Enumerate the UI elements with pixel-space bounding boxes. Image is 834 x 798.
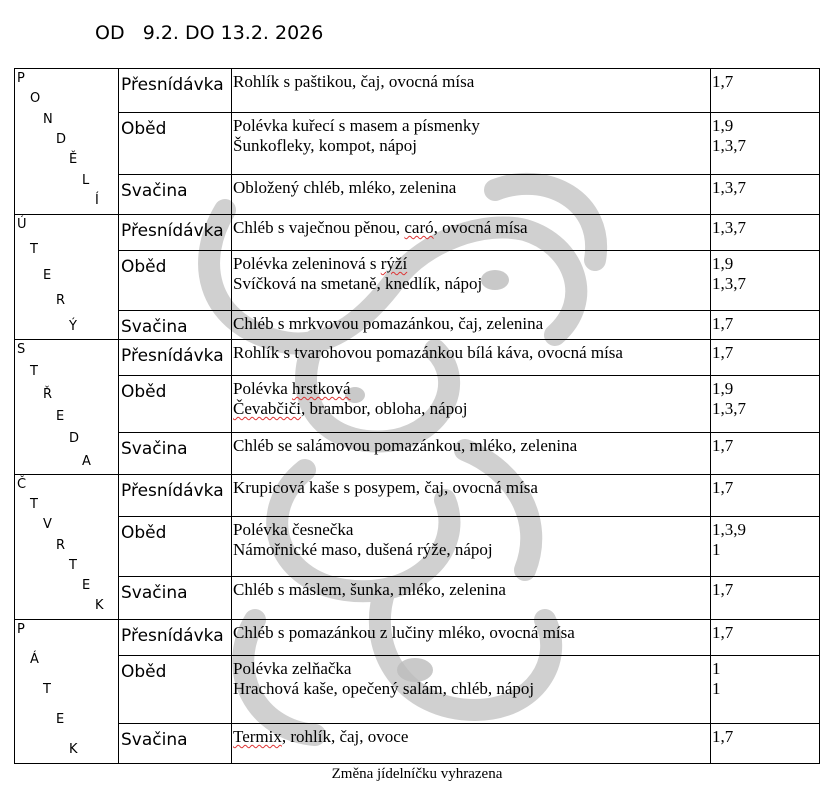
menu-row [15,311,820,340]
day-letter: T [30,242,38,258]
allergen-codes: 1,7 [712,580,734,599]
allergen-codes: 1,7 [712,72,734,91]
menu-row [15,433,820,475]
dish-cell [232,620,711,656]
dish-cell [232,311,711,340]
menu-row [15,517,820,577]
allergens-cell [711,724,820,764]
footer-note: Změna jídelníčku vyhrazena [331,766,503,782]
allergen-codes: 1,3,7 [712,399,746,418]
dish-cell [232,376,711,433]
day-letter: E [56,712,65,728]
day-letter: P [17,71,25,86]
allergen-codes: 1,3,7 [712,218,746,237]
dish-cell [232,475,711,517]
meal-name: Přesnídávka [119,69,232,113]
meal-name: Oběd [119,517,232,577]
meal-name: Svačina [119,433,232,475]
allergen-codes: 1,9 [712,379,734,398]
allergens-cell [711,311,820,340]
dish-cell [232,69,711,113]
day-label-cell [15,620,119,764]
day-letter: Ř [43,386,53,402]
dish-line: Polévka česnečka [233,520,354,539]
day-letter: E [56,408,65,424]
allergen-codes: 1,7 [712,343,734,362]
allergen-codes: 1,9 [712,116,734,135]
dish-cell [232,251,711,311]
dish-cell [232,113,711,175]
dish-line: Námořnické maso, dušená rýže, nápoj [233,540,493,559]
menu-row [15,620,820,656]
meal-name: Přesnídávka [119,475,232,517]
day-letter: Č [17,477,27,492]
allergen-codes: 1,9 [712,254,734,273]
dish-line: Hrachová kaše, opečený salám, chléb, nápoj [233,679,535,698]
allergen-codes: 1,7 [712,623,734,642]
day-letter: D [56,132,67,148]
day-letter: E [43,267,52,283]
meal-name: Přesnídávka [119,340,232,376]
day-letter: R [56,293,66,309]
meal-name: Svačina [119,577,232,620]
menu-row [15,251,820,311]
dish-line: Šunkofleky, kompot, nápoj [233,136,417,155]
dish-line: Chléb s mrkvovou pomazánkou, čaj, zelenina [233,314,544,333]
day-letter: D [69,431,80,447]
menu-row [15,376,820,433]
day-letter: T [30,364,38,380]
day-letter: T [69,557,77,573]
day-letter: E [82,578,91,594]
allergen-codes: 1,7 [712,436,734,455]
day-letter: V [43,517,52,533]
allergen-codes: 1,3,7 [712,136,746,155]
day-letter: L [82,172,90,188]
menu-row [15,475,820,517]
menu-row [15,113,820,175]
allergens-cell [711,517,820,577]
day-letter: T [43,682,51,698]
day-label-cell [15,475,119,620]
day-letter: Ě [69,152,78,168]
dish-line: Rohlík s tvarohovou pomazánkou bílá káva, ovocná mísa [233,343,623,362]
meal-name: Oběd [119,113,232,175]
dish-line: Chléb s pomazánkou z lučiny mléko, ovocná mísa [233,623,575,642]
day-label-cell [15,69,119,215]
dish-cell [232,215,711,251]
allergens-cell [711,475,820,517]
day-letter: A [82,453,91,469]
allergen-codes: 1 [712,679,721,698]
dish-line: Polévka hrstková [233,379,351,398]
day-letter: Ú [17,217,27,232]
dish-cell [232,724,711,764]
meal-name: Přesnídávka [119,620,232,656]
dish-line: Svíčková na smetaně, knedlík, nápoj [233,274,483,293]
day-letter: T [30,497,38,513]
meal-name: Svačina [119,311,232,340]
dish-cell [232,656,711,724]
allergens-cell [711,215,820,251]
day-label-cell [15,340,119,475]
dish-line: Chléb se salámovou pomazánkou, mléko, zelenina [233,436,578,455]
meal-name: Svačina [119,724,232,764]
dish-cell [232,517,711,577]
day-letter: K [95,598,104,614]
day-letter: R [56,537,66,553]
dish-line: Chléb s máslem, šunka, mléko, zelenina [233,580,506,599]
dish-cell [232,577,711,620]
dish-line: Chléb s vaječnou pěnou, caró, ovocná mísa [233,218,528,237]
day-letter: O [30,91,41,107]
menu-row [15,577,820,620]
allergens-cell [711,175,820,215]
allergens-cell [711,433,820,475]
dish-line: Polévka zeleninová s rýží [233,254,408,273]
page-title: OD 9.2. DO 13.2. 2026 [95,22,324,44]
day-letter: K [69,742,78,758]
menu-row [15,724,820,764]
menu-row [15,175,820,215]
allergen-codes: 1,7 [712,478,734,497]
allergens-cell [711,69,820,113]
dish-cell [232,433,711,475]
allergen-codes: 1 [712,540,721,559]
day-letter: N [43,111,53,127]
dish-line: Rohlík s paštikou, čaj, ovocná mísa [233,72,475,91]
menu-row [15,340,820,376]
allergen-codes: 1,7 [712,314,734,333]
day-letter: Á [30,652,39,668]
meal-name: Oběd [119,656,232,724]
dish-line: Polévka zelňačka [233,659,352,678]
dish-line: Termix, rohlík, čaj, ovoce [233,727,409,746]
day-letter: S [17,342,26,357]
meal-name: Přesnídávka [119,215,232,251]
dish-cell [232,175,711,215]
allergen-codes: 1,3,7 [712,178,746,197]
dish-line: Obložený chléb, mléko, zelenina [233,178,457,197]
allergens-cell [711,656,820,724]
allergens-cell [711,251,820,311]
dish-line: Krupicová kaše s posypem, čaj, ovocná mísa [233,478,538,497]
allergen-codes: 1 [712,659,721,678]
menu-row [15,215,820,251]
allergen-codes: 1,3,7 [712,274,746,293]
allergens-cell [711,620,820,656]
menu-row [15,69,820,113]
allergen-codes: 1,3,9 [712,520,746,539]
dish-cell [232,340,711,376]
menu-row [15,656,820,724]
menu-table [14,68,820,764]
day-letter: Í [95,193,99,209]
meal-name: Oběd [119,251,232,311]
allergen-codes: 1,7 [712,727,734,746]
meal-name: Oběd [119,376,232,433]
day-letter: P [17,622,25,637]
meal-name: Svačina [119,175,232,215]
allergens-cell [711,376,820,433]
allergens-cell [711,113,820,175]
allergens-cell [711,577,820,620]
day-label-cell [15,215,119,340]
day-letter: Ý [69,318,77,334]
dish-line: Polévka kuřecí s masem a písmenky [233,116,480,135]
allergens-cell [711,340,820,376]
dish-line: Čevabčiči, brambor, obloha, nápoj [233,399,468,418]
